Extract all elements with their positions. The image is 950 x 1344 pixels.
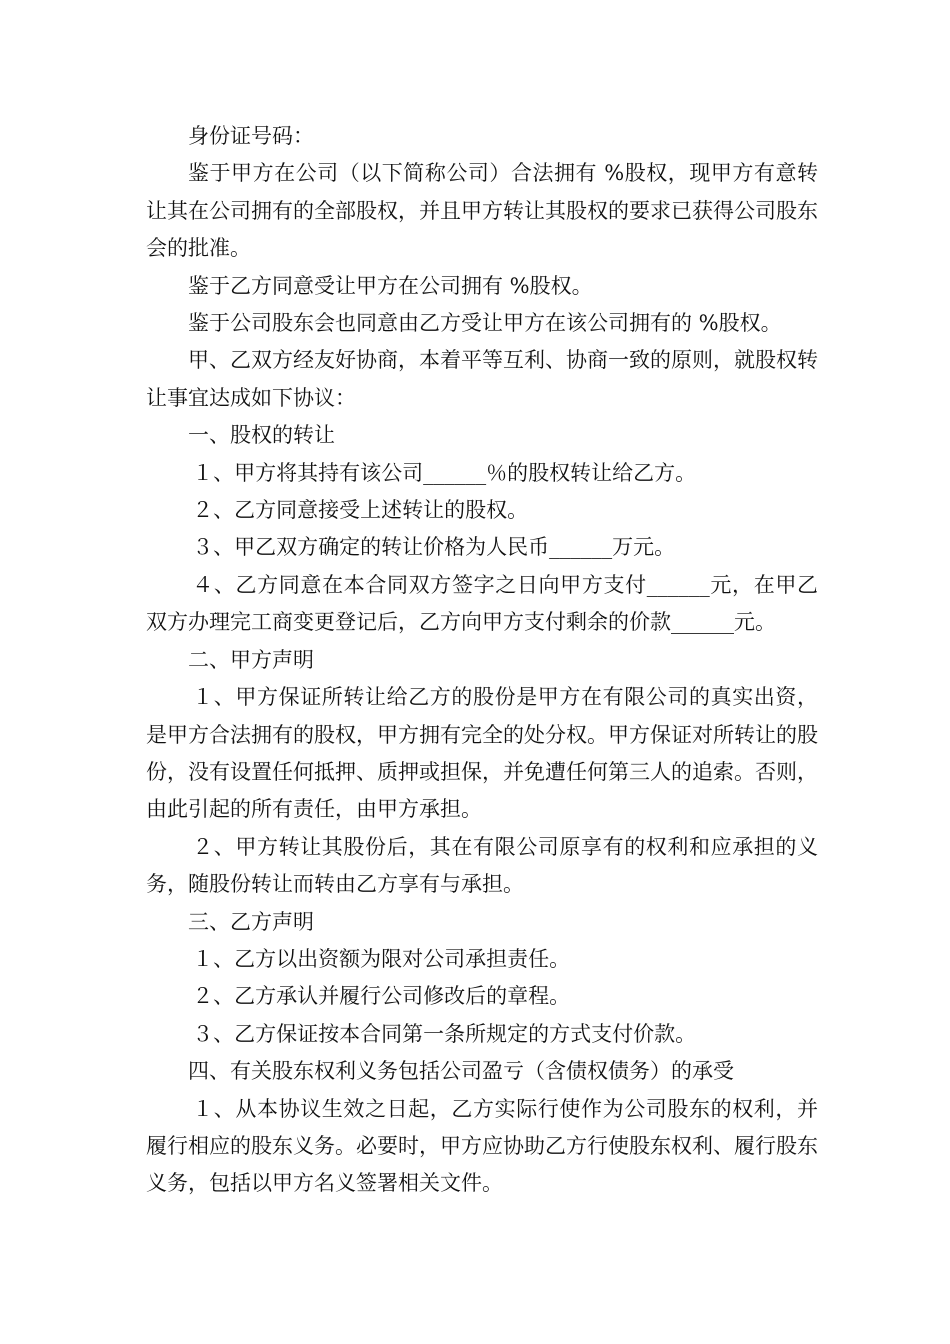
clause-paragraph: １、从本协议生效之日起，乙方实际行使作为公司股东的权利，并履行相应的股东义务。必要时，甲方应协助乙方行使股东权利、履行股东义务，包括以甲方名义签署相关文件。 [146,1096,818,1196]
clause-paragraph: １、甲方保证所转让给乙方的股份是甲方在有限公司的真实出资，是甲方合法拥有的股权，甲方拥有完全的处分权。甲方保证对所转让的股份，没有设置任何抵押、质押或担保，并免遭任何第三人的追索。否则，由此引起的所有责任，由甲方承担。 [146,685,818,822]
clause-paragraph: ２、甲方转让其股份后，其在有限公司原享有的权利和应承担的义务，随股份转让而转由乙方享有与承担。 [146,834,818,897]
section-heading: 三、乙方声明 [188,909,314,934]
clause-paragraph: １、甲方将其持有该公司______％的股权转让给乙方。 [192,460,697,485]
recital-paragraph: 鉴于甲方在公司（以下简称公司）合法拥有 %股权，现甲方有意转让其在公司拥有的全部股权，并且甲方转让其股权的要求已获得公司股东会的批准。 [146,161,818,261]
recital-paragraph: 鉴于乙方同意受让甲方在公司拥有 %股权。 [188,273,593,298]
document-body [146,118,818,1203]
section-heading: 四、有关股东权利义务包括公司盈亏（含债权债务）的承受 [188,1059,734,1084]
clause-paragraph: ３、甲乙双方确定的转让价格为人民币______万元。 [192,535,676,560]
clause-paragraph: ３、乙方保证按本合同第一条所规定的方式支付价款。 [192,1021,697,1046]
clause-paragraph: ２、乙方承认并履行公司修改后的章程。 [192,984,571,1009]
recital-paragraph: 鉴于公司股东会也同意由乙方受让甲方在该公司拥有的 %股权。 [188,311,782,336]
clause-paragraph: ４、乙方同意在本合同双方签字之日向甲方支付______元，在甲乙双方办理完工商变更登记后，乙方向甲方支付剩余的价款______元。 [146,572,818,635]
agreement-intro-paragraph: 甲、乙双方经友好协商，本着平等互利、协商一致的原则，就股权转让事宜达成如下协议： [146,348,818,410]
id-number-line: 身份证号码： [188,124,314,148]
clause-paragraph: ２、乙方同意接受上述转让的股权。 [192,498,529,523]
clause-paragraph: １、乙方以出资额为限对公司承担责任。 [192,946,571,971]
section-heading: 一、股权的转让 [188,423,335,448]
section-heading: 二、甲方声明 [188,647,314,672]
